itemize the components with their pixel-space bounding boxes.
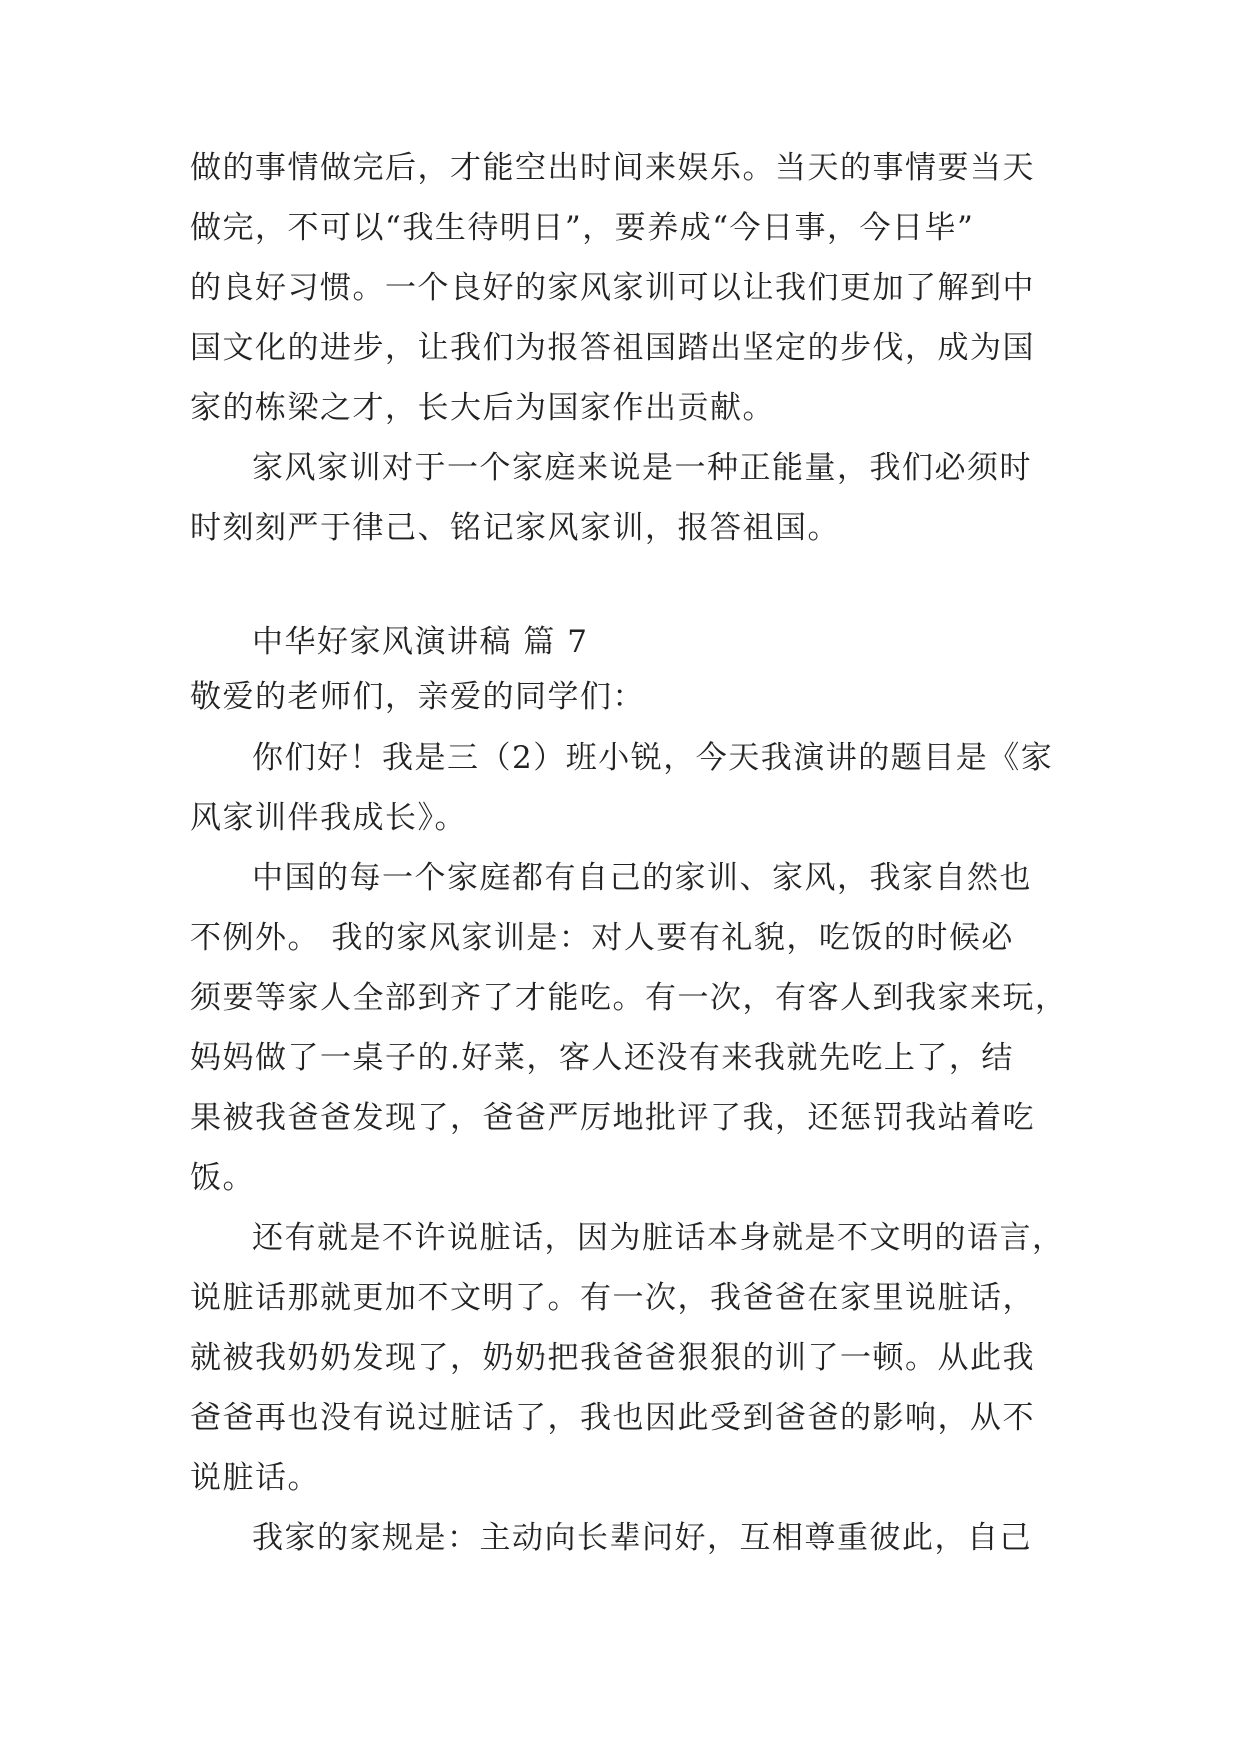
text-line: 果被我爸爸发现了，爸爸严厉地批评了我，还惩罚我站着吃 <box>190 1100 1035 1136</box>
text-line: 说脏话。 <box>190 1460 320 1496</box>
text-line: 家风家训对于一个家庭来说是一种正能量，我们必须时 <box>252 450 1032 486</box>
text-line: 还有就是不许说脏话，因为脏话本身就是不文明的语言， <box>252 1220 1065 1256</box>
text-line: 家的栋梁之才，长大后为国家作出贡献。 <box>190 390 775 426</box>
text-line: 中国的每一个家庭都有自己的家训、家风，我家自然也 <box>252 860 1032 896</box>
text-line: 须要等家人全部到齐了才能吃。有一次，有客人到我家来玩， <box>190 980 1068 1016</box>
text-line: 妈妈做了一桌子的.好菜，客人还没有来我就先吃上了，结 <box>190 1040 1014 1076</box>
text-line: 我家的家规是：主动向长辈问好，互相尊重彼此，自己 <box>252 1520 1032 1556</box>
text-line: 不例外。 我的家风家训是：对人要有礼貌，吃饭的时候必 <box>190 920 1014 956</box>
salutation: 敬爱的老师们，亲爱的同学们： <box>190 679 645 715</box>
text-line: 风家训伴我成长》。 <box>190 800 467 836</box>
text-line: 做完，不可以“我生待明日”，要养成“今日事，今日毕” <box>190 210 975 246</box>
text-line: 做的事情做完后，才能空出时间来娱乐。当天的事情要当天 <box>190 150 1035 186</box>
text-line: 国文化的进步，让我们为报答祖国踏出坚定的步伐，成为国 <box>190 330 1035 366</box>
text-line: 你们好！我是三（2）班小锐，今天我演讲的题目是《家 <box>252 740 1054 776</box>
text-line: 爸爸再也没有说过脏话了，我也因此受到爸爸的影响，从不 <box>190 1400 1035 1436</box>
text-line: 说脏话那就更加不文明了。有一次，我爸爸在家里说脏话， <box>190 1280 1035 1316</box>
text-line: 饭。 <box>190 1160 255 1196</box>
section-heading: 中华好家风演讲稿 篇 7 <box>252 624 589 660</box>
text-line: 的良好习惯。一个良好的家风家训可以让我们更加了解到中 <box>190 270 1035 306</box>
text-line: 时刻刻严于律己、铭记家风家训，报答祖国。 <box>190 510 840 546</box>
text-line: 就被我奶奶发现了，奶奶把我爸爸狠狠的训了一顿。从此我 <box>190 1340 1035 1376</box>
